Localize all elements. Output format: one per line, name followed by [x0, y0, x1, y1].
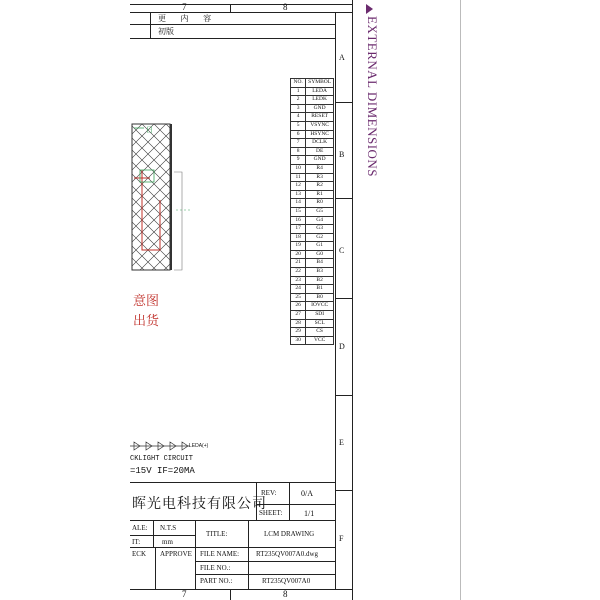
pin-row	[291, 285, 334, 294]
tb-vert-label	[248, 520, 249, 589]
pin-row	[291, 336, 334, 345]
pin-row	[291, 250, 334, 259]
part-no-label: PART NO.:	[200, 577, 233, 585]
pin-number: 22	[291, 268, 306, 277]
pin-symbol: R4	[306, 164, 334, 173]
tb-top	[130, 482, 335, 483]
pin-number: 14	[291, 199, 306, 208]
pin-number: 11	[291, 173, 306, 182]
pin-row	[291, 104, 334, 113]
pin-row	[291, 96, 334, 105]
pin-table-header	[291, 79, 334, 88]
title-value: LCM DRAWING	[264, 530, 315, 538]
pin-symbol: LEDK	[306, 96, 334, 105]
pin-number: 17	[291, 225, 306, 234]
pin-row	[291, 319, 334, 328]
row-label-b: B	[339, 150, 345, 159]
rev-label: REV:	[261, 489, 277, 497]
pin-row	[291, 207, 334, 216]
pin-symbol: R0	[306, 199, 334, 208]
pin-number: 18	[291, 233, 306, 242]
pin-row	[291, 156, 334, 165]
pin-header-no: NO.	[291, 79, 306, 88]
sheet-label: SHEET:	[259, 509, 283, 517]
pin-number: 23	[291, 276, 306, 285]
pin-symbol: DCLK	[306, 139, 334, 148]
pin-symbol: G0	[306, 250, 334, 259]
tb-vert-left	[195, 520, 196, 589]
leda-label: LEDA(+)	[189, 443, 209, 449]
revision-entry: 初版	[158, 27, 174, 36]
side-title: EXTERNAL DIMENSIONS	[365, 16, 380, 178]
rev-header-divider	[130, 24, 335, 25]
pin-row	[291, 268, 334, 277]
file-no-label: FILE NO.:	[200, 564, 231, 572]
pin-number: 16	[291, 216, 306, 225]
pin-symbol: G1	[306, 242, 334, 251]
pin-header-symbol: SYMBOL	[306, 79, 334, 88]
green-annotation: 日	[146, 126, 153, 134]
pin-row	[291, 190, 334, 199]
pin-number: 29	[291, 328, 306, 337]
pin-number: 9	[291, 156, 306, 165]
row-label-c: C	[339, 246, 345, 255]
pin-number: 10	[291, 164, 306, 173]
col-7-top: 7	[182, 2, 187, 12]
company-name: 晖光电科技有限公司	[132, 496, 267, 512]
col-8-bottom: 8	[283, 589, 288, 599]
part-no-value: RT235QV007A0	[262, 577, 311, 585]
red-note-2: 出货	[133, 314, 160, 329]
approve-label: APPROVE	[160, 550, 192, 558]
pin-row	[291, 293, 334, 302]
revision-content-header: 更 内 容	[158, 14, 218, 23]
pin-row	[291, 242, 334, 251]
pin-row	[291, 130, 334, 139]
row-label-f: F	[339, 534, 344, 543]
pin-symbol: B4	[306, 259, 334, 268]
pin-row	[291, 139, 334, 148]
pin-symbol: CS	[306, 328, 334, 337]
tb-vert-check	[155, 547, 156, 589]
file-name-label: FILE NAME:	[200, 550, 240, 558]
frame-bottom-line	[130, 589, 352, 590]
pin-number: 12	[291, 182, 306, 191]
pin-row	[291, 164, 334, 173]
rev-value: 0/A	[301, 489, 313, 498]
pin-number: 21	[291, 259, 306, 268]
pin-number: 30	[291, 336, 306, 345]
sheet-edge-line	[460, 0, 461, 600]
pin-symbol: G3	[306, 225, 334, 234]
pin-row	[291, 182, 334, 191]
pin-number: 3	[291, 104, 306, 113]
frame-right-outer	[352, 0, 353, 600]
pin-row	[291, 276, 334, 285]
pin-number: 26	[291, 302, 306, 311]
pin-number: 6	[291, 130, 306, 139]
pin-number: 28	[291, 319, 306, 328]
pin-number: 7	[291, 139, 306, 148]
pin-number: 2	[291, 96, 306, 105]
frame-top-line	[130, 4, 352, 5]
tb-mid-1	[256, 504, 335, 505]
row-tick-bc	[335, 198, 352, 199]
lcm-outline-drawing	[130, 100, 200, 290]
tb-vert-unit	[153, 520, 154, 547]
pin-number: 20	[291, 250, 306, 259]
pin-symbol: SDI	[306, 311, 334, 320]
pin-row	[291, 225, 334, 234]
file-name-value: RT235QV007A0.dwg	[256, 550, 318, 558]
col-divider-top	[230, 4, 231, 12]
pin-symbol: DE	[306, 147, 334, 156]
pin-symbol: R3	[306, 173, 334, 182]
pin-number: 5	[291, 121, 306, 130]
pin-symbol: G5	[306, 207, 334, 216]
rev-header-col	[150, 12, 151, 38]
pin-number: 25	[291, 293, 306, 302]
col-divider-bottom	[230, 589, 231, 600]
pin-symbol: R2	[306, 182, 334, 191]
row-label-a: A	[339, 53, 345, 62]
col-7-bottom: 7	[182, 589, 187, 599]
pin-symbol: SCL	[306, 319, 334, 328]
pin-symbol: GND	[306, 104, 334, 113]
pin-number: 15	[291, 207, 306, 216]
pin-row	[291, 259, 334, 268]
pin-assignment-table	[290, 78, 334, 345]
pin-row	[291, 311, 334, 320]
row-tick-ef	[335, 490, 352, 491]
row-tick-de	[335, 395, 352, 396]
pin-row	[291, 147, 334, 156]
scale-value: N.T.S	[160, 524, 177, 532]
pin-symbol: G2	[306, 233, 334, 242]
pin-symbol: LEDA	[306, 87, 334, 96]
pin-symbol: R1	[306, 190, 334, 199]
row-tick-cd	[335, 298, 352, 299]
sheet-value: 1/1	[304, 509, 315, 518]
pin-row	[291, 87, 334, 96]
pin-symbol: G4	[306, 216, 334, 225]
pin-number: 1	[291, 87, 306, 96]
backlight-circuit-label: CKLIGHT CIRCUIT	[130, 455, 194, 463]
pin-row	[291, 233, 334, 242]
scale-label: ALE:	[132, 524, 148, 532]
unit-value: mm	[162, 538, 173, 546]
pin-row	[291, 216, 334, 225]
pin-row	[291, 173, 334, 182]
tb-upper-bottom	[130, 520, 335, 521]
tb-row-unit	[130, 535, 195, 536]
frame-right-inner	[335, 12, 336, 589]
pin-row	[291, 121, 334, 130]
check-label: ECK	[132, 550, 146, 558]
pin-symbol: B1	[306, 285, 334, 294]
pin-number: 27	[291, 311, 306, 320]
col-8-top: 8	[283, 2, 288, 12]
row-tick-ab	[335, 102, 352, 103]
pin-symbol: RESET	[306, 113, 334, 122]
pin-number: 19	[291, 242, 306, 251]
pin-row	[291, 328, 334, 337]
pin-row	[291, 302, 334, 311]
row-label-d: D	[339, 342, 345, 351]
pin-symbol: VSYNC	[306, 121, 334, 130]
pin-symbol: GND	[306, 156, 334, 165]
pin-symbol: HSYNC	[306, 130, 334, 139]
tb-row-check	[130, 547, 335, 548]
side-title-marker	[366, 4, 373, 14]
tb-vert-rev-val	[289, 482, 290, 520]
unit-label: IT:	[132, 538, 141, 546]
pin-number: 13	[291, 190, 306, 199]
backlight-spec: =15V IF=20MA	[130, 466, 195, 476]
rev-header-bottom	[130, 38, 335, 39]
pin-row	[291, 199, 334, 208]
backlight-led-string	[130, 441, 190, 451]
pin-symbol: IOVCC	[306, 302, 334, 311]
row-label-e: E	[339, 438, 344, 447]
tb-row-partno	[195, 574, 335, 575]
pin-number: 4	[291, 113, 306, 122]
pin-symbol: B3	[306, 268, 334, 277]
tb-row-fileno	[195, 561, 335, 562]
pin-symbol: VCC	[306, 336, 334, 345]
title-label: TITLE:	[206, 530, 228, 538]
pin-symbol: B0	[306, 293, 334, 302]
red-note-1: 意图	[133, 294, 160, 309]
pin-number: 8	[291, 147, 306, 156]
pin-row	[291, 113, 334, 122]
pin-number: 24	[291, 285, 306, 294]
pin-symbol: B2	[306, 276, 334, 285]
